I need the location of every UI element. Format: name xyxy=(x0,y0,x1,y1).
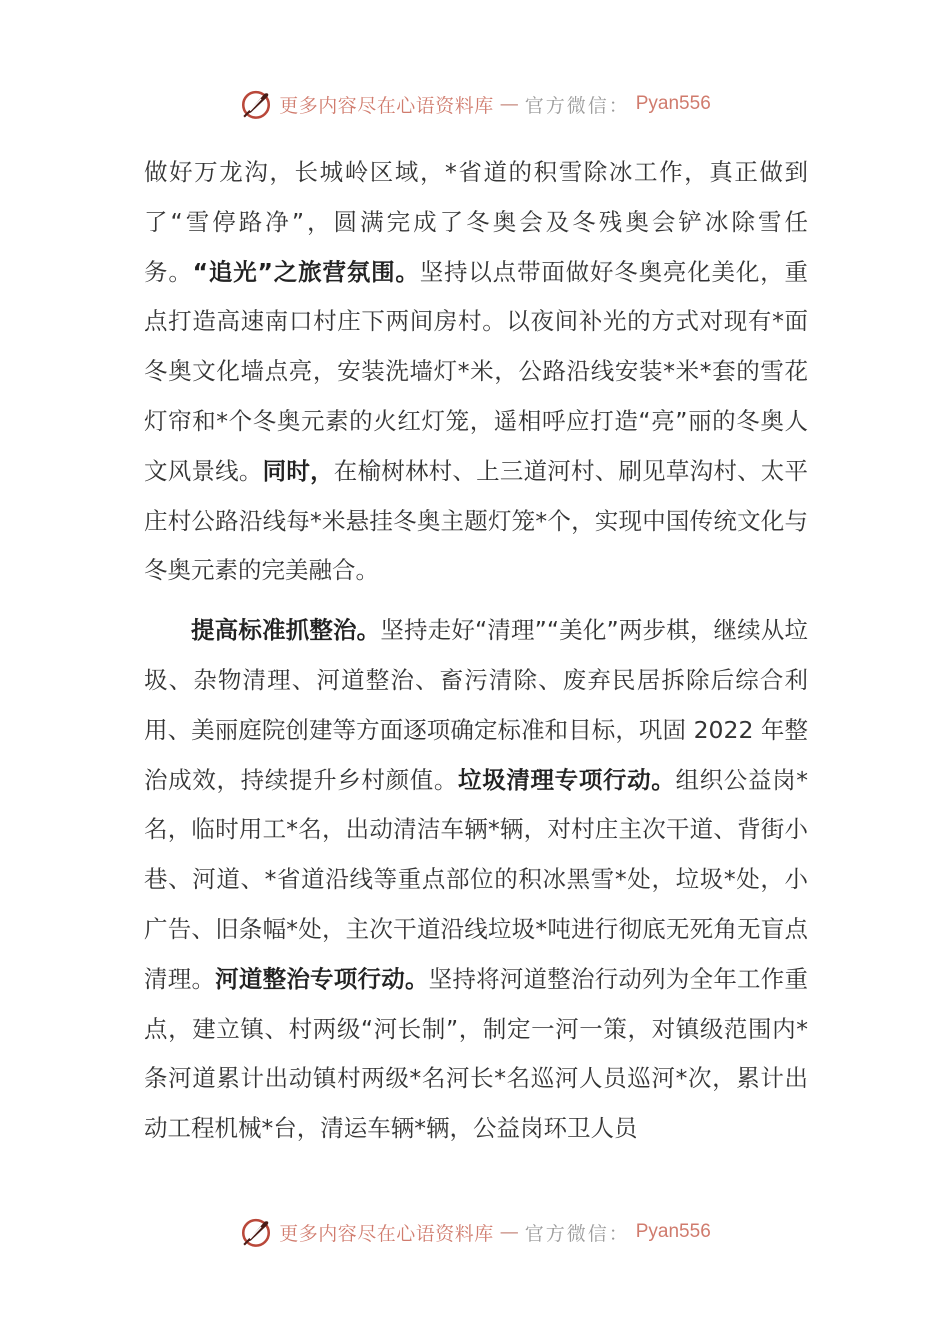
paragraph-2 xyxy=(144,606,808,1154)
document-body xyxy=(144,148,808,1154)
banner-dash: — xyxy=(499,1221,519,1243)
paragraph-2-text-3: 坚持将河道整治行动列为全年工作重点，建立镇、村两级“河长制”，制定一河一策，对镇级范围内*条河道累计出动镇村两级*名河长*名巡河人员巡河*次，累计出动工程机械*台，清运车辆*辆，公益岗环卫人员 xyxy=(144,964,809,1143)
paragraph-2-heading-1: 提高标准抓整治。 xyxy=(191,616,381,645)
wechat-label: 官方微信： xyxy=(524,1222,630,1245)
feather-pen-logo-icon xyxy=(239,1215,273,1249)
paragraph-2-heading-3: 河道整治专项行动。 xyxy=(215,964,429,993)
feather-pen-logo-icon xyxy=(239,87,273,121)
paragraph-2-text-2: 组织公益岗*名，临时用工*名，出动清洁车辆*辆，对村庄主次干道、背街小巷、河道、*省道沿线等重点部位的积冰黑雪*处，垃圾*处，小广告、旧条幅*处，主次干道沿线垃圾*吨进行彻底无死角无盲点清理。 xyxy=(144,765,809,993)
paragraph-1 xyxy=(144,148,808,596)
paragraph-1-text-2: 坚持以点带面做好冬奥亮化美化，重点打造高速南口村庄下两间房村。以夜间补光的方式对现有*面冬奥文化墙点亮，安装洗墙灯*米，公路沿线安装*米*套的雪花灯帘和*个冬奥元素的火红灯笼，遥相呼应打造“亮”丽的冬奥人文风景线。 xyxy=(144,257,809,485)
wechat-id: Pyan556 xyxy=(635,93,711,114)
wechat-label: 官方微信： xyxy=(524,94,630,117)
banner-text: 更多内容尽在心语资料库 xyxy=(279,1222,494,1245)
header-banner xyxy=(0,84,950,124)
paragraph-1-heading-2: 同时， xyxy=(262,456,334,485)
paragraph-1-text-1: 做好万龙沟，长城岭区域，*省道的积雪除冰工作，真正做到了“雪停路净”，圆满完成了冬奥会及冬残奥会铲冰除雪任务。 xyxy=(144,158,808,286)
banner-dash: — xyxy=(499,93,519,115)
paragraph-1-heading-1: “追光”之旅营氛围。 xyxy=(192,257,420,286)
footer-banner xyxy=(0,1212,950,1252)
paragraph-1-text-3: 在榆树林村、上三道河村、刷见草沟村、太平庄村公路沿线每*米悬挂冬奥主题灯笼*个，实现中国传统文化与冬奥元素的完美融合。 xyxy=(144,456,809,585)
banner-text: 更多内容尽在心语资料库 xyxy=(279,94,494,117)
paragraph-2-text-1: 坚持走好“清理”“美化”两步棋，继续从垃圾、杂物清理、河道整治、畜污清除、废弃民居拆除后综合利用、美丽庭院创建等方面逐项确定标准和目标，巩固 2022 年整治成效，持续提升乡村颜值。 xyxy=(144,616,809,794)
wechat-id: Pyan556 xyxy=(635,1221,711,1242)
paragraph-2-heading-2: 垃圾清理专项行动。 xyxy=(458,765,676,794)
